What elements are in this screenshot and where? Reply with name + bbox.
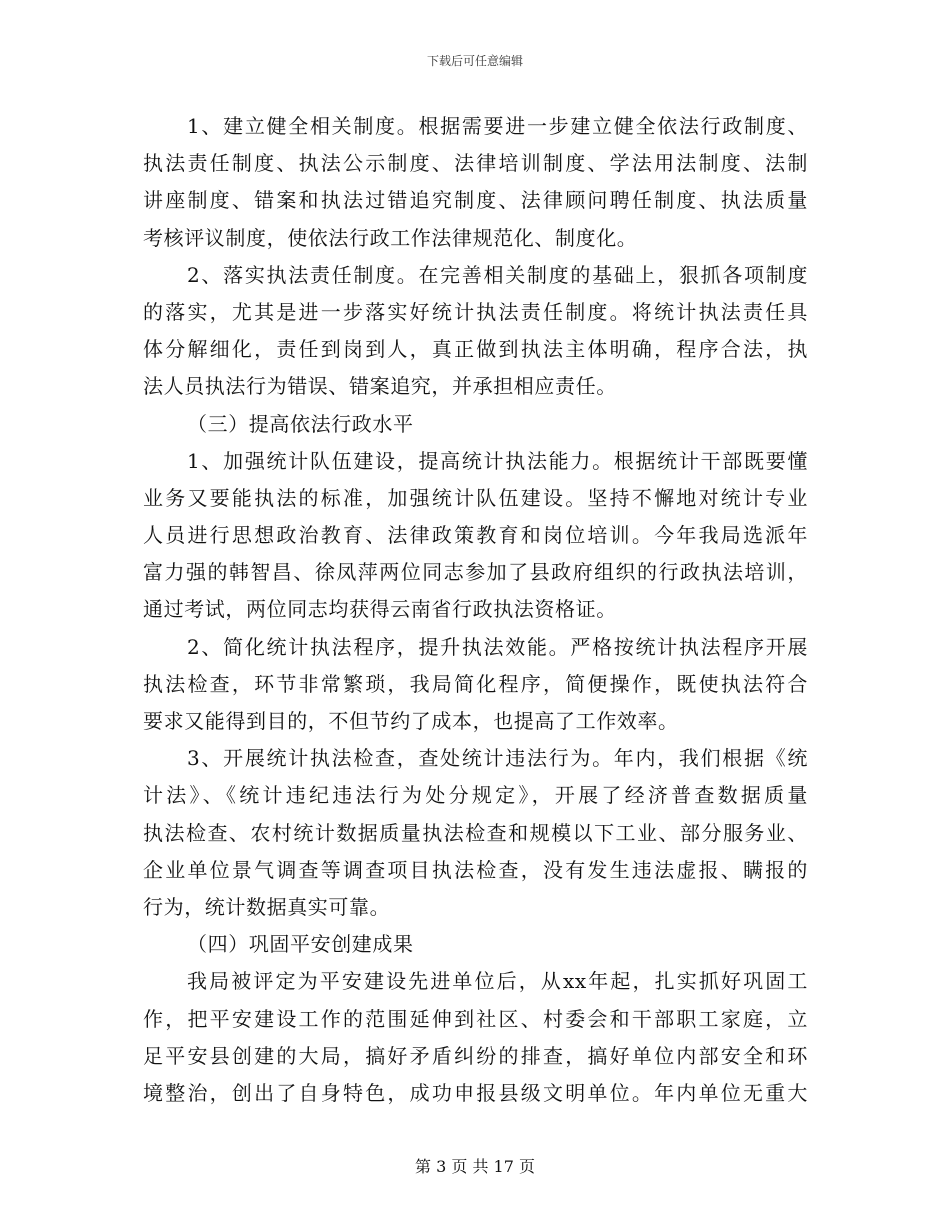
paragraph-line: 企业单位景气调查等调查项目执法检查，没有发生违法虚报、瞒报的 xyxy=(143,857,808,882)
paragraph-line: 的落实，尤其是进一步落实好统计执法责任制度。将统计执法责任具 xyxy=(143,299,808,324)
section-heading: （三）提高依法行政水平 xyxy=(187,411,414,436)
page-header: 下载后可任意编辑 xyxy=(426,54,523,68)
document-body xyxy=(143,108,808,1112)
paragraph-line: 1、加强统计队伍建设，提高统计执法能力。根据统计干部既要懂 xyxy=(187,448,808,473)
paragraph-line: 讲座制度、错案和执法过错追究制度、法律顾问聘任制度、执法质量 xyxy=(143,188,808,213)
paragraph-line: 3、开展统计执法检查，查处统计违法行为。年内，我们根据《统 xyxy=(187,746,808,771)
paragraph-line: 富力强的韩智昌、徐凤萍两位同志参加了县政府组织的行政执法培训， xyxy=(143,560,808,585)
page-number-footer: 第 3 页 共 17 页 xyxy=(415,1157,535,1176)
paragraph-line: 计法》、《统计违纪违法行为处分规定》，开展了经济普查数据质量 xyxy=(143,783,808,808)
section-heading: （四）巩固平安创建成果 xyxy=(187,932,414,957)
paragraph-line: 执法检查，环节非常繁琐，我局简化程序，简便操作，既使执法符合 xyxy=(143,671,808,696)
paragraph-line: 人员进行思想政治教育、法律政策教育和岗位培训。今年我局选派年 xyxy=(143,523,808,548)
paragraph-line: 2、落实执法责任制度。在完善相关制度的基础上，狠抓各项制度 xyxy=(187,262,808,287)
paragraph-line: 我局被评定为平安建设先进单位后，从xx年起，扎实抓好巩固工 xyxy=(187,969,808,994)
paragraph-line: 考核评议制度，使依法行政工作法律规范化、制度化。 xyxy=(143,225,638,250)
paragraph-line: 执法检查、农村统计数据质量执法检查和规模以下工业、部分服务业、 xyxy=(143,820,808,845)
paragraph-line: 体分解细化，责任到岗到人，真正做到执法主体明确，程序合法，执 xyxy=(143,337,808,362)
paragraph-line: 法人员执法行为错误、错案追究，并承担相应责任。 xyxy=(143,374,617,399)
paragraph-line: 2、简化统计执法程序，提升执法效能。严格按统计执法程序开展 xyxy=(187,634,808,659)
paragraph-line: 业务又要能执法的标准，加强统计队伍建设。坚持不懈地对统计专业 xyxy=(143,485,808,510)
paragraph-line: 通过考试，两位同志均获得云南省行政执法资格证。 xyxy=(143,597,617,622)
paragraph-line: 执法责任制度、执法公示制度、法律培训制度、学法用法制度、法制 xyxy=(143,151,808,176)
paragraph-line: 行为，统计数据真实可靠。 xyxy=(143,894,391,919)
paragraph-line: 作，把平安建设工作的范围延伸到社区、村委会和干部职工家庭，立 xyxy=(143,1006,808,1031)
paragraph-line: 要求又能得到目的，不但节约了成本，也提高了工作效率。 xyxy=(143,709,679,733)
paragraph-line: 1、建立健全相关制度。根据需要进一步建立健全依法行政制度、 xyxy=(187,114,808,138)
paragraph-line: 足平安县创建的大局，搞好矛盾纠纷的排查，搞好单位内部安全和环 xyxy=(143,1043,808,1068)
paragraph-line: 境整治，创出了自身特色，成功申报县级文明单位。年内单位无重大 xyxy=(143,1080,808,1105)
